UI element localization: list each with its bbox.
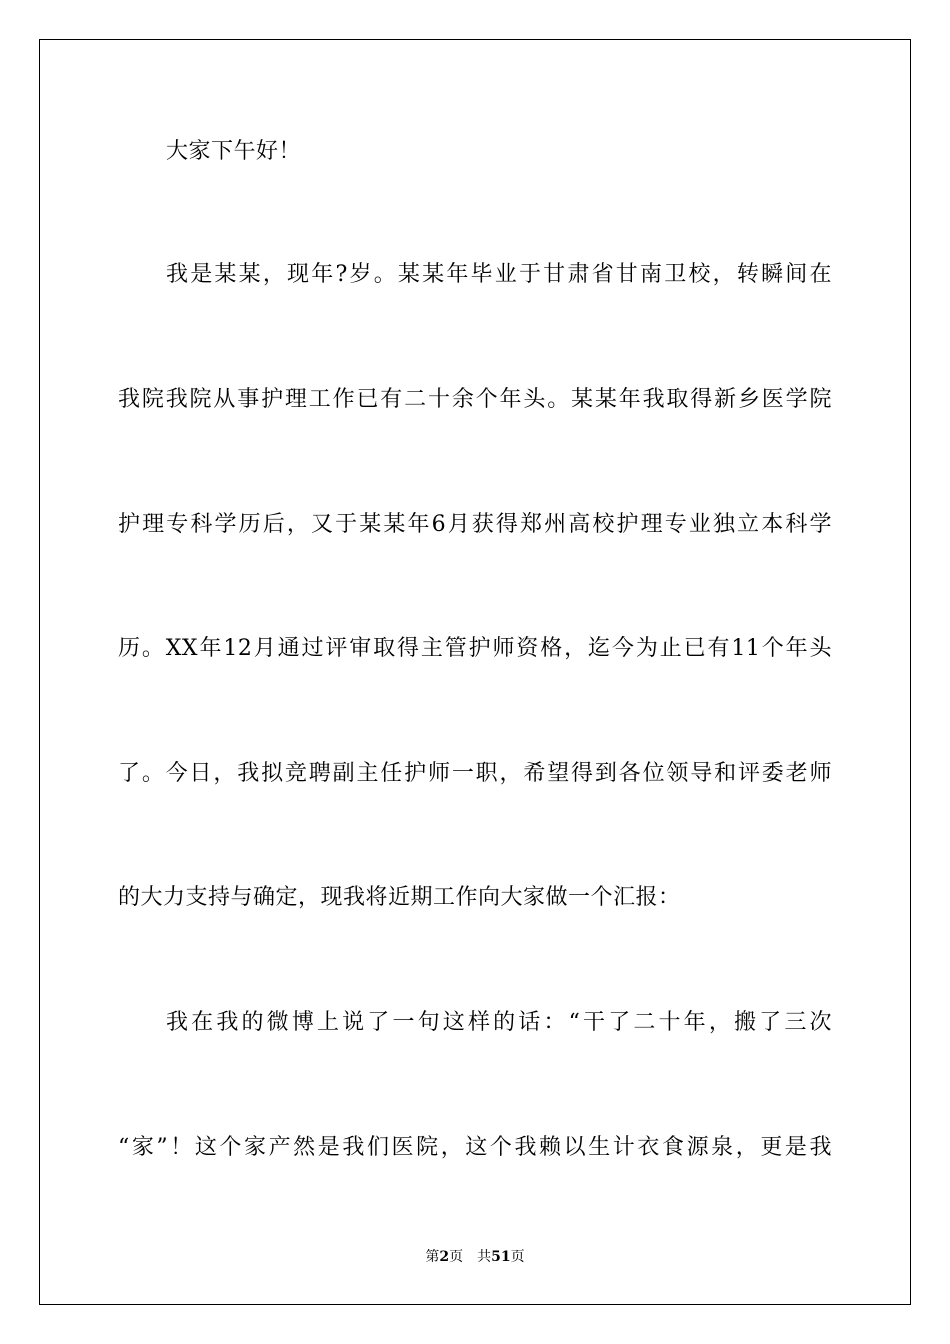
greeting-line: 大家下午好！ bbox=[166, 139, 302, 164]
paragraph-line: 了。今日，我拟竞聘副主任护师一职，希望得到各位领导和评委老师 bbox=[118, 761, 832, 786]
paragraph-line: 的大力支持与确定，现我将近期工作向大家做一个汇报： bbox=[118, 885, 681, 910]
total-prefix: 共 bbox=[477, 1249, 492, 1265]
paragraph-line: 我是某某，现年?岁。某某年毕业于甘肃省甘南卫校，转瞬间在 bbox=[166, 262, 832, 287]
paragraph-line: 护理专科学历后，又于某某年6月获得郑州高校护理专业独立本科学 bbox=[118, 512, 832, 537]
page-border bbox=[39, 39, 911, 1305]
page-suffix: 页 bbox=[449, 1249, 464, 1265]
page-prefix: 第 bbox=[425, 1249, 440, 1265]
paragraph-line: 我院我院从事护理工作已有二十余个年头。某某年我取得新乡医学院 bbox=[118, 387, 832, 412]
paragraph-line: “家”！这个家产然是我们医院，这个我赖以生计衣食源泉，更是我 bbox=[118, 1135, 832, 1160]
total-pages: 51 bbox=[491, 1249, 511, 1265]
paragraph-line: 历。XX年12月通过评审取得主管护师资格，迄今为止已有11个年头 bbox=[118, 636, 832, 661]
page-footer bbox=[0, 1247, 950, 1267]
page-number: 2 bbox=[439, 1249, 450, 1265]
total-suffix: 页 bbox=[510, 1249, 525, 1265]
paragraph-line: 我在我的微博上说了一句这样的话：“干了二十年，搬了三次 bbox=[166, 1010, 832, 1035]
